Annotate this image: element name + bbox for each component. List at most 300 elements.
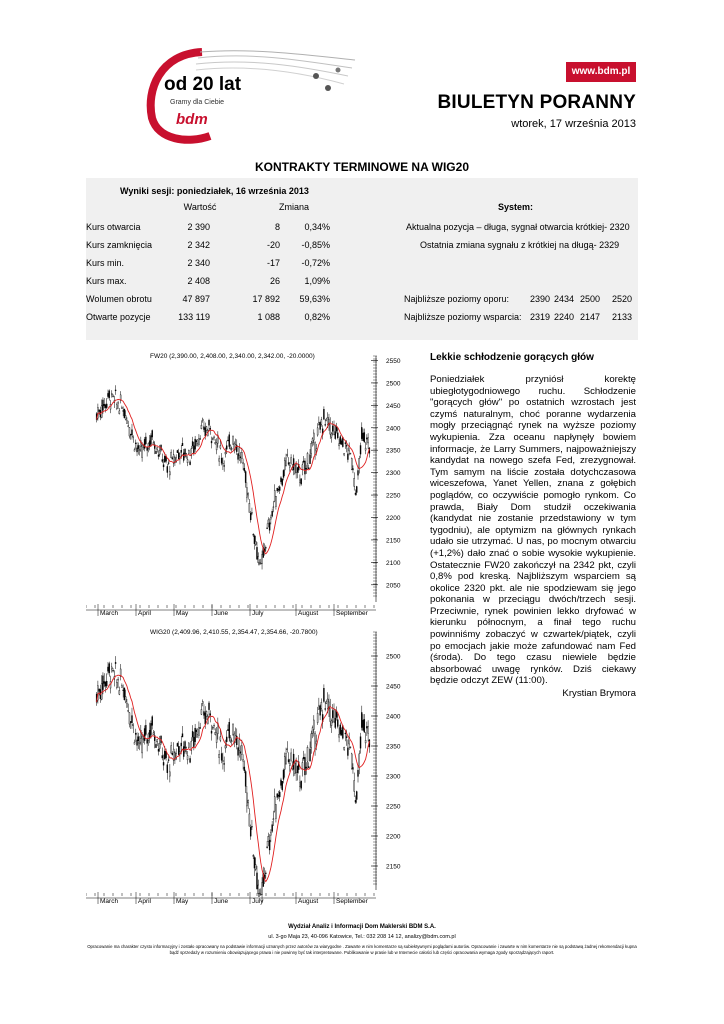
candle-body: [104, 404, 105, 405]
website-badge[interactable]: www.bdm.pl: [566, 62, 636, 82]
candle-body: [313, 433, 314, 440]
candle-body: [346, 445, 347, 446]
row-value: 2 342: [187, 240, 210, 250]
candle-body: [245, 772, 246, 787]
x-month-label: April: [138, 610, 152, 617]
candle-body: [157, 739, 158, 741]
candle-body: [304, 757, 305, 775]
candle-body: [250, 827, 251, 836]
candle-body: [159, 451, 160, 454]
candle-body: [308, 767, 309, 768]
candle-body: [345, 443, 346, 444]
row-label: Kurs max.: [86, 276, 127, 286]
candle-body: [347, 454, 348, 460]
candle-body: [360, 737, 361, 749]
candle-body: [301, 781, 302, 788]
candle-body: [332, 711, 333, 718]
candle-body: [188, 743, 189, 748]
row-change: 8: [274, 222, 280, 232]
x-month-label: June: [214, 898, 229, 905]
candle-body: [212, 727, 213, 728]
candle-body: [181, 450, 182, 452]
candle-body: [145, 725, 146, 734]
candle-body: [341, 441, 342, 444]
candle-body: [326, 419, 327, 421]
candle-body: [134, 450, 135, 452]
candle-body: [214, 725, 215, 726]
candle-body: [231, 741, 232, 742]
candle-body: [361, 427, 362, 438]
candle-body: [195, 439, 196, 449]
candle-body: [219, 459, 220, 462]
candle-body: [121, 686, 122, 688]
candle-body: [219, 754, 220, 758]
candle-body: [106, 681, 107, 686]
candle-body: [172, 458, 173, 459]
article-body: Poniedziałek przyniósł korektę ubiegłotygodniowego ruchu. Schłodzenie "gorących głów" po ostatnich wzrostach jest czymś naturalnym, choć poranne wydarzenia mogły przeciągnąć rynek na wyższe poziomy wykupienia. Zza oceanu napłynęły bowiem informacje, że Larry Summers, najpoważniejszy kandydat na nowego szefa Fed, zrezygnował. Tym samym na liście została dotychczasowa wiceszefowa, Yanet Yellen, znana z gołębich poglądów, co oczywiście pomogło rynkom. Co prawda, Biały Dom studził oczekiwania (kandydat nie zostanie przedstawiony w tym tygodniu), ale optymizm na głównych rynkach udało sie utrzymać. U nas, po mocnym otwarciu (+1,2%) dało znać o sobie wysokie wykupienie. Ostatecznie FW20 zakończył na 2342 pkt, czyli 0,8% pod kreską. Najbliższym wsparciem są okolice 2320 pkt. ale nie spodziewam się jego pokonania w przeciągu dwóch/trzech sesji. Przeciwnie, rynek powinien lekko dryfować w kierunku północnym, a finał tego ruchu powinniśmy zobaczyć w czwartek/piątek, czyli po emocjach jakie może zafundować nam Fed (środa). Do tego czasu niewiele będzie absorbować uwagę rynków. Dziś ciekawy będzie odczyt ZEW (11:00).: [430, 374, 636, 687]
candle-body: [182, 734, 183, 737]
candle-body: [168, 760, 169, 761]
candle-body: [111, 393, 112, 395]
candle-body: [125, 697, 126, 702]
row-change: 1 088: [257, 312, 280, 322]
candle-body: [255, 541, 256, 544]
candle-body: [283, 770, 284, 779]
candle-body: [311, 734, 312, 748]
candle-body: [106, 404, 107, 408]
y-tick-label: 2450: [386, 683, 401, 691]
candle-body: [238, 454, 239, 460]
candle-body: [121, 407, 122, 408]
candle-body: [119, 690, 120, 694]
row-change-pct: 0,34%: [304, 222, 330, 232]
candle-body: [185, 742, 186, 748]
candle-body: [321, 420, 322, 425]
candle-body: [277, 794, 278, 797]
candle-body: [272, 511, 273, 516]
candle-body: [287, 749, 288, 750]
candle-body: [153, 443, 154, 444]
x-month-label: May: [176, 898, 189, 905]
candle-body: [152, 431, 153, 438]
candle-body: [159, 744, 160, 749]
candle-body: [363, 720, 364, 730]
bulletin-date: wtorek, 17 września 2013: [511, 118, 636, 130]
candle-body: [111, 667, 112, 669]
candle-body: [354, 780, 355, 791]
candle-body: [196, 730, 197, 732]
candle-body: [232, 725, 233, 735]
candle-body: [210, 428, 211, 429]
candle-body: [273, 507, 274, 508]
candle-body: [350, 747, 351, 748]
candle-body: [344, 453, 345, 455]
candle-body: [123, 411, 124, 412]
candle-body: [190, 462, 191, 465]
candle-body: [296, 464, 297, 472]
candle-body: [150, 436, 151, 445]
x-month-label: June: [214, 610, 229, 617]
row-change: -20: [266, 240, 280, 250]
candle-body: [138, 445, 139, 448]
candle-body: [365, 740, 366, 743]
candle-body: [275, 805, 276, 819]
y-tick-label: 2200: [386, 833, 401, 841]
candle-body: [196, 441, 197, 442]
candle-body: [178, 453, 179, 459]
candle-body: [356, 792, 357, 800]
candle-body: [345, 733, 346, 734]
candle-body: [193, 737, 194, 746]
candle-body: [366, 438, 367, 439]
candle-body: [297, 766, 298, 773]
candle-body: [251, 512, 252, 513]
candle-body: [293, 754, 294, 769]
candle-body: [126, 703, 127, 707]
candle-body: [143, 447, 144, 448]
candle-body: [102, 676, 103, 690]
candle-body: [209, 420, 210, 425]
candle-body: [198, 439, 199, 445]
candle-body: [201, 425, 202, 429]
candle-body: [308, 468, 309, 469]
logo-tagline: Gramy dla Ciebie: [170, 99, 225, 106]
row-label: Otwarte pozycje: [86, 312, 151, 322]
column-header-change: Zmiana: [278, 202, 309, 212]
candle-body: [337, 720, 338, 727]
candle-body: [181, 743, 182, 746]
candle-body: [273, 819, 274, 820]
row-label: Kurs min.: [86, 258, 125, 268]
results-heading: Wyniki sesji: poniedziałek, 16 września 2013: [120, 186, 309, 196]
candle-body: [291, 753, 292, 760]
candle-body: [192, 442, 193, 446]
candle-body: [226, 737, 227, 742]
candle-body: [269, 523, 270, 530]
candle-body: [262, 555, 263, 564]
system-current-position: Aktualna pozycja – długa, sygnał otwarcia krótkiej- 2320: [406, 222, 630, 232]
candle-body: [307, 453, 308, 463]
candle-body: [294, 465, 295, 473]
candle-body: [202, 419, 203, 421]
candle-body: [357, 770, 358, 776]
candle-body: [327, 699, 328, 709]
candle-body: [169, 772, 170, 776]
candle-body: [105, 682, 106, 686]
candle-body: [274, 797, 275, 811]
y-tick-label: 2350: [386, 447, 401, 455]
candle-body: [249, 503, 250, 512]
candle-body: [244, 468, 245, 471]
candle-body: [220, 737, 221, 741]
candle-body: [340, 725, 341, 734]
row-value: 47 897: [182, 294, 210, 304]
row-change-pct: -0,85%: [301, 240, 330, 250]
candle-body: [356, 487, 357, 493]
candle-body: [148, 734, 149, 740]
row-change-pct: 0,82%: [304, 312, 330, 322]
x-month-label: July: [252, 898, 264, 905]
candle-body: [230, 737, 231, 741]
candle-body: [268, 520, 269, 524]
candle-body: [224, 764, 225, 765]
candle-body: [293, 459, 294, 470]
candle-body: [248, 493, 249, 495]
candle-body: [142, 446, 143, 458]
candle-body: [216, 443, 217, 450]
candle-body: [129, 713, 130, 724]
candle-body: [325, 424, 326, 425]
candle-body: [256, 873, 257, 889]
candle-body: [253, 534, 254, 535]
candle-body: [352, 469, 353, 470]
candle-body: [183, 747, 184, 757]
candle-body: [205, 713, 206, 724]
candle-body: [304, 461, 305, 474]
footer-address: ul. 3-go Maja 23, 40-096 Katowice, Tel.: 032 208 14 12, analizy@bdm.com.pl: [268, 934, 456, 940]
y-tick-label: 2500: [386, 653, 401, 661]
candle-body: [190, 758, 191, 762]
article-title: Lekkie schłodzenie gorących głów: [430, 352, 594, 363]
candle-body: [177, 743, 178, 746]
candle-body: [303, 461, 304, 462]
candle-body: [164, 456, 165, 462]
candle-body: [297, 468, 298, 473]
candle-body: [288, 463, 289, 465]
candle-body: [340, 437, 341, 444]
candle-body: [134, 742, 135, 744]
candle-body: [115, 390, 116, 391]
candle-body: [226, 446, 227, 450]
bulletin-title: BIULETYN PORANNY: [437, 92, 636, 113]
candle-body: [162, 460, 163, 462]
candle-body: [284, 460, 285, 470]
resistance-level: 2500: [579, 294, 600, 304]
candle-body: [193, 446, 194, 453]
candle-body: [215, 732, 216, 734]
candle-body: [291, 458, 292, 464]
candle-body: [330, 707, 331, 722]
candle-body: [364, 433, 365, 442]
candle-body: [137, 448, 138, 452]
candle-body: [211, 731, 212, 733]
candle-body: [265, 547, 266, 548]
y-tick-label: 2150: [386, 537, 401, 545]
candle-body: [302, 762, 303, 768]
candle-body: [185, 449, 186, 454]
candle-body: [135, 443, 136, 444]
x-month-label: July: [252, 610, 264, 617]
candle-body: [183, 453, 184, 460]
candle-body: [241, 452, 242, 458]
candle-body: [124, 409, 125, 418]
candle-body: [115, 662, 116, 663]
candle-body: [210, 714, 211, 716]
candle-body: [275, 496, 276, 506]
candle-body: [354, 478, 355, 486]
candle-body: [167, 466, 168, 472]
candle-body: [260, 563, 261, 564]
candle-body: [346, 737, 347, 738]
resistance-label: Najbliższe poziomy oporu:: [404, 294, 510, 304]
candle-body: [163, 465, 164, 467]
logo-main-text: od 20 lat: [164, 74, 242, 95]
candle-body: [334, 425, 335, 434]
candle-body: [287, 455, 288, 456]
candle-body: [124, 688, 125, 700]
candle-body: [277, 488, 278, 491]
candle-body: [259, 893, 260, 894]
candle-body: [315, 443, 316, 455]
candle-body: [158, 455, 159, 457]
candle-body: [222, 760, 223, 761]
candle-body: [239, 740, 240, 751]
candle-body: [155, 451, 156, 453]
candle-body: [321, 702, 322, 708]
candle-body: [216, 733, 217, 743]
candle-body: [128, 426, 129, 427]
resistance-level: 2434: [553, 294, 574, 304]
candle-body: [167, 765, 168, 773]
candle-body: [212, 438, 213, 439]
support-label: Najbliższe poziomy wsparcia:: [404, 312, 522, 322]
candle-body: [240, 752, 241, 753]
candle-body: [318, 706, 319, 709]
resistance-level: 2390: [529, 294, 550, 304]
candle-body: [312, 728, 313, 734]
candle-body: [326, 701, 327, 704]
candle-body: [320, 422, 321, 429]
row-label: Wolumen obrotu: [86, 294, 152, 304]
candle-body: [221, 458, 222, 463]
candle-body: [239, 448, 240, 456]
candle-body: [303, 757, 304, 758]
y-tick-label: 2250: [386, 803, 401, 811]
candle-body: [200, 439, 201, 440]
candle-body: [169, 472, 170, 475]
candle-body: [260, 894, 261, 895]
candle-body: [135, 733, 136, 734]
x-month-label: September: [336, 898, 368, 905]
candle-body: [171, 452, 172, 458]
candle-body: [243, 463, 244, 464]
footer-disclaimer: Opracowanie ma charakter czysto informacyjny i zostało opracowany na podstawie informacji uznanych przez autorów za wiarygodne . Zawarte w nim komentarze są subiektywnymi poglądami autorów. Opracowanie i zawarte w nim komentarze nie są podstawą żadnej rekomendacji kupna bądź sprzedaży w rozumieniu obowiązującego prawa i nie powinny być tak interpretowane. Publikowanie w prasie lub w Internecie całości lub części opracowania wymaga zgody sporządzających raport.: [87, 944, 637, 955]
candle-body: [344, 747, 345, 749]
candle-body: [157, 448, 158, 450]
candle-body: [318, 422, 319, 424]
article-author: Krystian Brymora: [562, 688, 636, 699]
candle-body: [357, 470, 358, 475]
candle-body: [360, 445, 361, 454]
candle-body: [142, 737, 143, 753]
candle-body: [299, 480, 300, 483]
candle-body: [158, 749, 159, 751]
candle-body: [107, 393, 108, 396]
candle-body: [272, 825, 273, 832]
candle-body: [306, 468, 307, 469]
y-tick-label: 2100: [386, 559, 401, 567]
candle-body: [299, 783, 300, 787]
candle-body: [302, 465, 303, 470]
candle-body: [220, 445, 221, 448]
candle-body: [230, 446, 231, 449]
candle-body: [206, 711, 207, 716]
support-level: 2319: [529, 312, 550, 322]
candle-body: [188, 450, 189, 454]
candle-body: [229, 722, 230, 738]
candle-body: [335, 718, 336, 727]
bdm-logo: [140, 40, 360, 150]
row-value: 2 408: [187, 276, 210, 286]
candle-body: [198, 728, 199, 736]
fw20-candlestick-chart: [86, 348, 418, 624]
row-label: Kurs otwarcia: [86, 222, 141, 232]
candle-body: [332, 426, 333, 431]
candle-body: [279, 487, 280, 491]
x-month-label: May: [176, 610, 189, 617]
candle-body: [355, 800, 356, 802]
candle-body: [231, 449, 232, 450]
candle-body: [197, 440, 198, 444]
candle-body: [248, 800, 249, 803]
candle-body: [286, 753, 287, 764]
candle-body: [246, 487, 247, 497]
candle-body: [192, 731, 193, 737]
candle-body: [351, 458, 352, 469]
candle-body: [301, 479, 302, 484]
candle-body: [270, 517, 271, 519]
y-tick-label: 2300: [386, 470, 401, 478]
candle-body: [225, 746, 226, 748]
candle-body: [250, 513, 251, 520]
candle-body: [144, 439, 145, 448]
candle-body: [320, 706, 321, 715]
candle-body: [243, 760, 244, 762]
column-header-system: System:: [498, 202, 534, 212]
candle-body: [227, 730, 228, 731]
candle-body: [153, 733, 154, 735]
candle-body: [149, 441, 150, 447]
candle-body: [125, 416, 126, 420]
candle-body: [116, 682, 117, 687]
candle-body: [109, 391, 110, 398]
row-value: 133 119: [178, 312, 210, 322]
candle-body: [364, 719, 365, 732]
candle-body: [331, 434, 332, 438]
candle-body: [352, 767, 353, 769]
chart-title: WIG20 (2,409.96, 2,410.55, 2,354.47, 2,354.66, -20.7800): [150, 629, 318, 636]
candle-body: [162, 756, 163, 758]
candle-body: [268, 836, 269, 841]
y-tick-label: 2150: [386, 863, 401, 871]
candle-body: [334, 710, 335, 722]
candle-body: [139, 742, 140, 743]
y-tick-label: 2400: [386, 713, 401, 721]
candle-body: [255, 865, 256, 870]
x-month-label: August: [298, 610, 319, 617]
x-month-label: March: [100, 898, 119, 905]
candle-body: [323, 688, 324, 701]
resistance-level: 2520: [611, 294, 632, 304]
candle-body: [335, 432, 336, 439]
row-change-pct: -0,72%: [301, 258, 330, 268]
candle-body: [118, 402, 119, 403]
y-tick-label: 2200: [386, 514, 401, 522]
support-level: 2240: [553, 312, 574, 322]
candle-body: [307, 747, 308, 761]
candle-body: [323, 409, 324, 419]
candle-body: [232, 436, 233, 444]
